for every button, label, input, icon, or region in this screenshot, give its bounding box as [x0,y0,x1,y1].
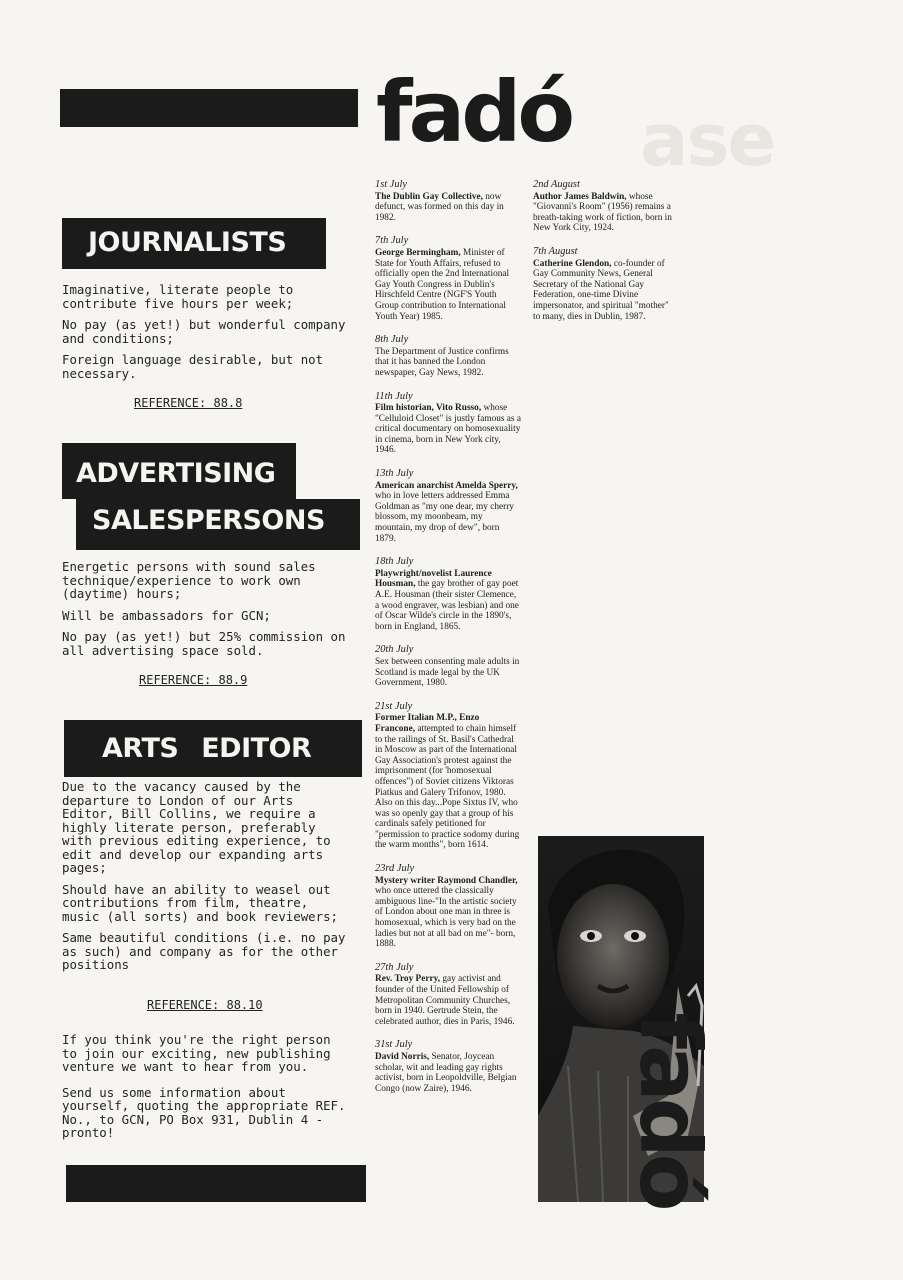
calendar-entry [375,392,521,457]
arts-editor-body [62,780,348,980]
entry-subject: Playwright/novelist Laurence Housman, [375,568,492,590]
entry-date: 31st July [375,1039,413,1051]
arts-editor-para: Due to the vacancy caused by the departure to London of our Arts Editor, Bill Collins, we require a highly literate person, preferably with previous editing experience, to edit and develop our expanding arts pages; [62,779,331,875]
entry-subject: David Norris, [375,1051,430,1062]
advertising-heading-line1 [62,443,296,499]
entry-date: 2nd August [533,179,580,190]
calendar-entry [375,864,521,950]
entry-date: 1st July [375,179,408,190]
entry-subject: George Bermingham, [375,247,461,258]
calendar-entry [375,645,521,688]
journalists-body [62,283,348,388]
arts-editor-para: Should have an ability to weasel out contributions from film, theatre, music (all sorts) and book reviewers; [62,881,339,924]
advertising-body [62,560,348,665]
entry-date: 27th July [375,961,414,973]
calendar-entry [375,236,521,322]
entry-text: The Department of Justice confirms that it has banned the London newspaper, Gay News, 1982. [375,346,509,378]
calendar-entry [375,557,521,632]
entry-subject: Former Italian M.P., Enzo Francone, [375,713,480,734]
entry-date: 8th July [375,334,409,346]
calendar-entry [375,335,521,378]
entry-date: 18th July [375,556,414,568]
journalists-heading [62,218,326,269]
calendar-column-july [375,180,521,1107]
entry-date: 7th July [375,235,409,247]
closing-body [62,1033,348,1148]
entry-date: 13th July [375,468,414,480]
closing-para: Send us some information about yourself, quoting the appropriate REF. No., to GCN, PO Box 931, Dublin 4 - pronto! [62,1084,346,1140]
entry-date: 11th July [375,390,413,402]
arts-editor-para: Same beautiful conditions (i.e. no pay as such) and company as for the other positions [62,930,346,972]
journalists-para: Foreign language desirable, but not necessary. [62,352,324,381]
journalists-para: No pay (as yet!) but wonderful company and conditions; [62,317,346,346]
calendar-entry [533,247,677,322]
entry-text: who once uttered the classically ambiguous line-"In the artistic society of London about one man in three is homosexual, which is very bad on the ladies but not at all bad on me"- born, 1888. [375,886,517,950]
entry-text: Minister of State for Youth Affairs, refused to officially open the 2nd International Gay Youth Congress in Dublin's Hirschfeld Centre (NGF'S Youth Group contribution to International Youth Year) 1985. [375,247,510,322]
entry-text: Senator, Joycean scholar, wit and leading gay rights activist, born in Leopoldville, Belgian Congo (now Zaire), 1946. [375,1051,517,1094]
arts-editor-reference: REFERENCE: 88.10 [147,998,263,1012]
masthead-bar [60,89,358,127]
advertising-heading-line2 [76,499,360,550]
arts-editor-heading-text: ARTS EDITOR [102,733,312,764]
calendar-entry [375,469,521,544]
advertising-heading-line1-text: ADVERTISING [76,458,276,489]
entry-subject: Film historian, Vito Russo, [375,403,482,414]
bleed-through-text: ase [640,98,775,182]
bottom-bar [66,1165,366,1202]
advertising-heading-line2-text: SALESPERSONS [92,505,325,536]
advertising-reference: REFERENCE: 88.9 [139,673,248,687]
advertising-para: Energetic persons with sound sales technique/experience to work own (daytime) hours; [62,559,316,601]
entry-date: 20th July [375,644,414,656]
arts-editor-heading [64,720,362,777]
closing-para: If you think you're the right person to join our exciting, new publishing venture we want to hear from you. [62,1032,331,1074]
calendar-entry [375,963,521,1028]
entry-date: 23rd July [375,863,415,875]
entry-text: whose "Celluloid Closet" is justly famous as a critical documentary on homosexuality in cinema, born in New York city, 1946. [375,403,522,456]
entry-subject: Catherine Glendon, [533,258,612,269]
entry-text: now defunct, was formed on this day in 1982. [375,191,504,223]
entry-subject: Author James Baldwin, [533,191,627,202]
vertical-masthead: fadó [621,1012,719,1208]
entry-text: co-founder of Gay Community News, General Secretary of the National Gay Federation, one-time Divine impersonator, and spiritual "mother" to many, dies in Dublin, 1987. [533,258,669,322]
entry-text: Sex between consenting male adults in Scotland is made legal by the UK Government, 1980. [375,656,520,689]
entry-subject: The Dublin Gay Collective, [375,191,483,202]
journalists-heading-text: JOURNALISTS [88,227,287,258]
entry-date: 7th August [533,245,578,257]
entry-date: 21st July [375,700,413,712]
entry-text: attempted to chain himself to the railings of St. Basil's Cathedral in Moscow as part of the International Gay Association's protest against the imprisonment (for 'homosexual offences") of Soviet citizens Viktoras Piatkus and Galery Trifonov, 1980. Also on this day...Pope Sixtus IV, who was so openly gay that a group of his cardinals safely petitioned for "permission to practice sodomy during the warm months", born 1614. [375,723,520,851]
journalists-para: Imaginative, literate people to contribute five hours per week; [62,282,294,311]
calendar-entry [375,180,521,223]
entry-subject: Rev. Troy Perry, [375,974,441,985]
entry-text: who in love letters addressed Emma Goldman as "my one dear, my cherry blossom, my moonbeam, my mountain, my drop of dew", born 1879. [375,491,514,544]
masthead-title: fadó [376,63,572,161]
calendar-entry [375,702,521,851]
entry-text: whose "Giovanni's Room" (1956) remains a breath-taking work of fiction, born in New York City, 1924. [533,191,672,234]
advertising-para: Will be ambassadors for GCN; [62,607,271,623]
entry-text: the gay brother of gay poet A.E. Housman (their sister Clemence, a wood engraver, was lesbian) and one of Oscar Wilde's circle in the 1890's, born in England, 1865. [375,579,519,632]
entry-subject: American anarchist Amelda Sperry, [375,480,518,491]
entry-subject: Mystery writer Raymond Chandler, [375,875,518,886]
calendar-column-august [533,180,677,335]
calendar-entry [533,180,677,234]
calendar-entry [375,1040,521,1094]
advertising-para: No pay (as yet!) but 25% commission on all advertising space sold. [62,629,346,658]
entry-text: gay activist and founder of the United Fellowship of Metropolitan Community Churches, born in 1940. Gertrude Stein, the celebrated author, dies in Paris, 1946. [375,974,515,1027]
journalists-reference: REFERENCE: 88.8 [134,396,243,410]
